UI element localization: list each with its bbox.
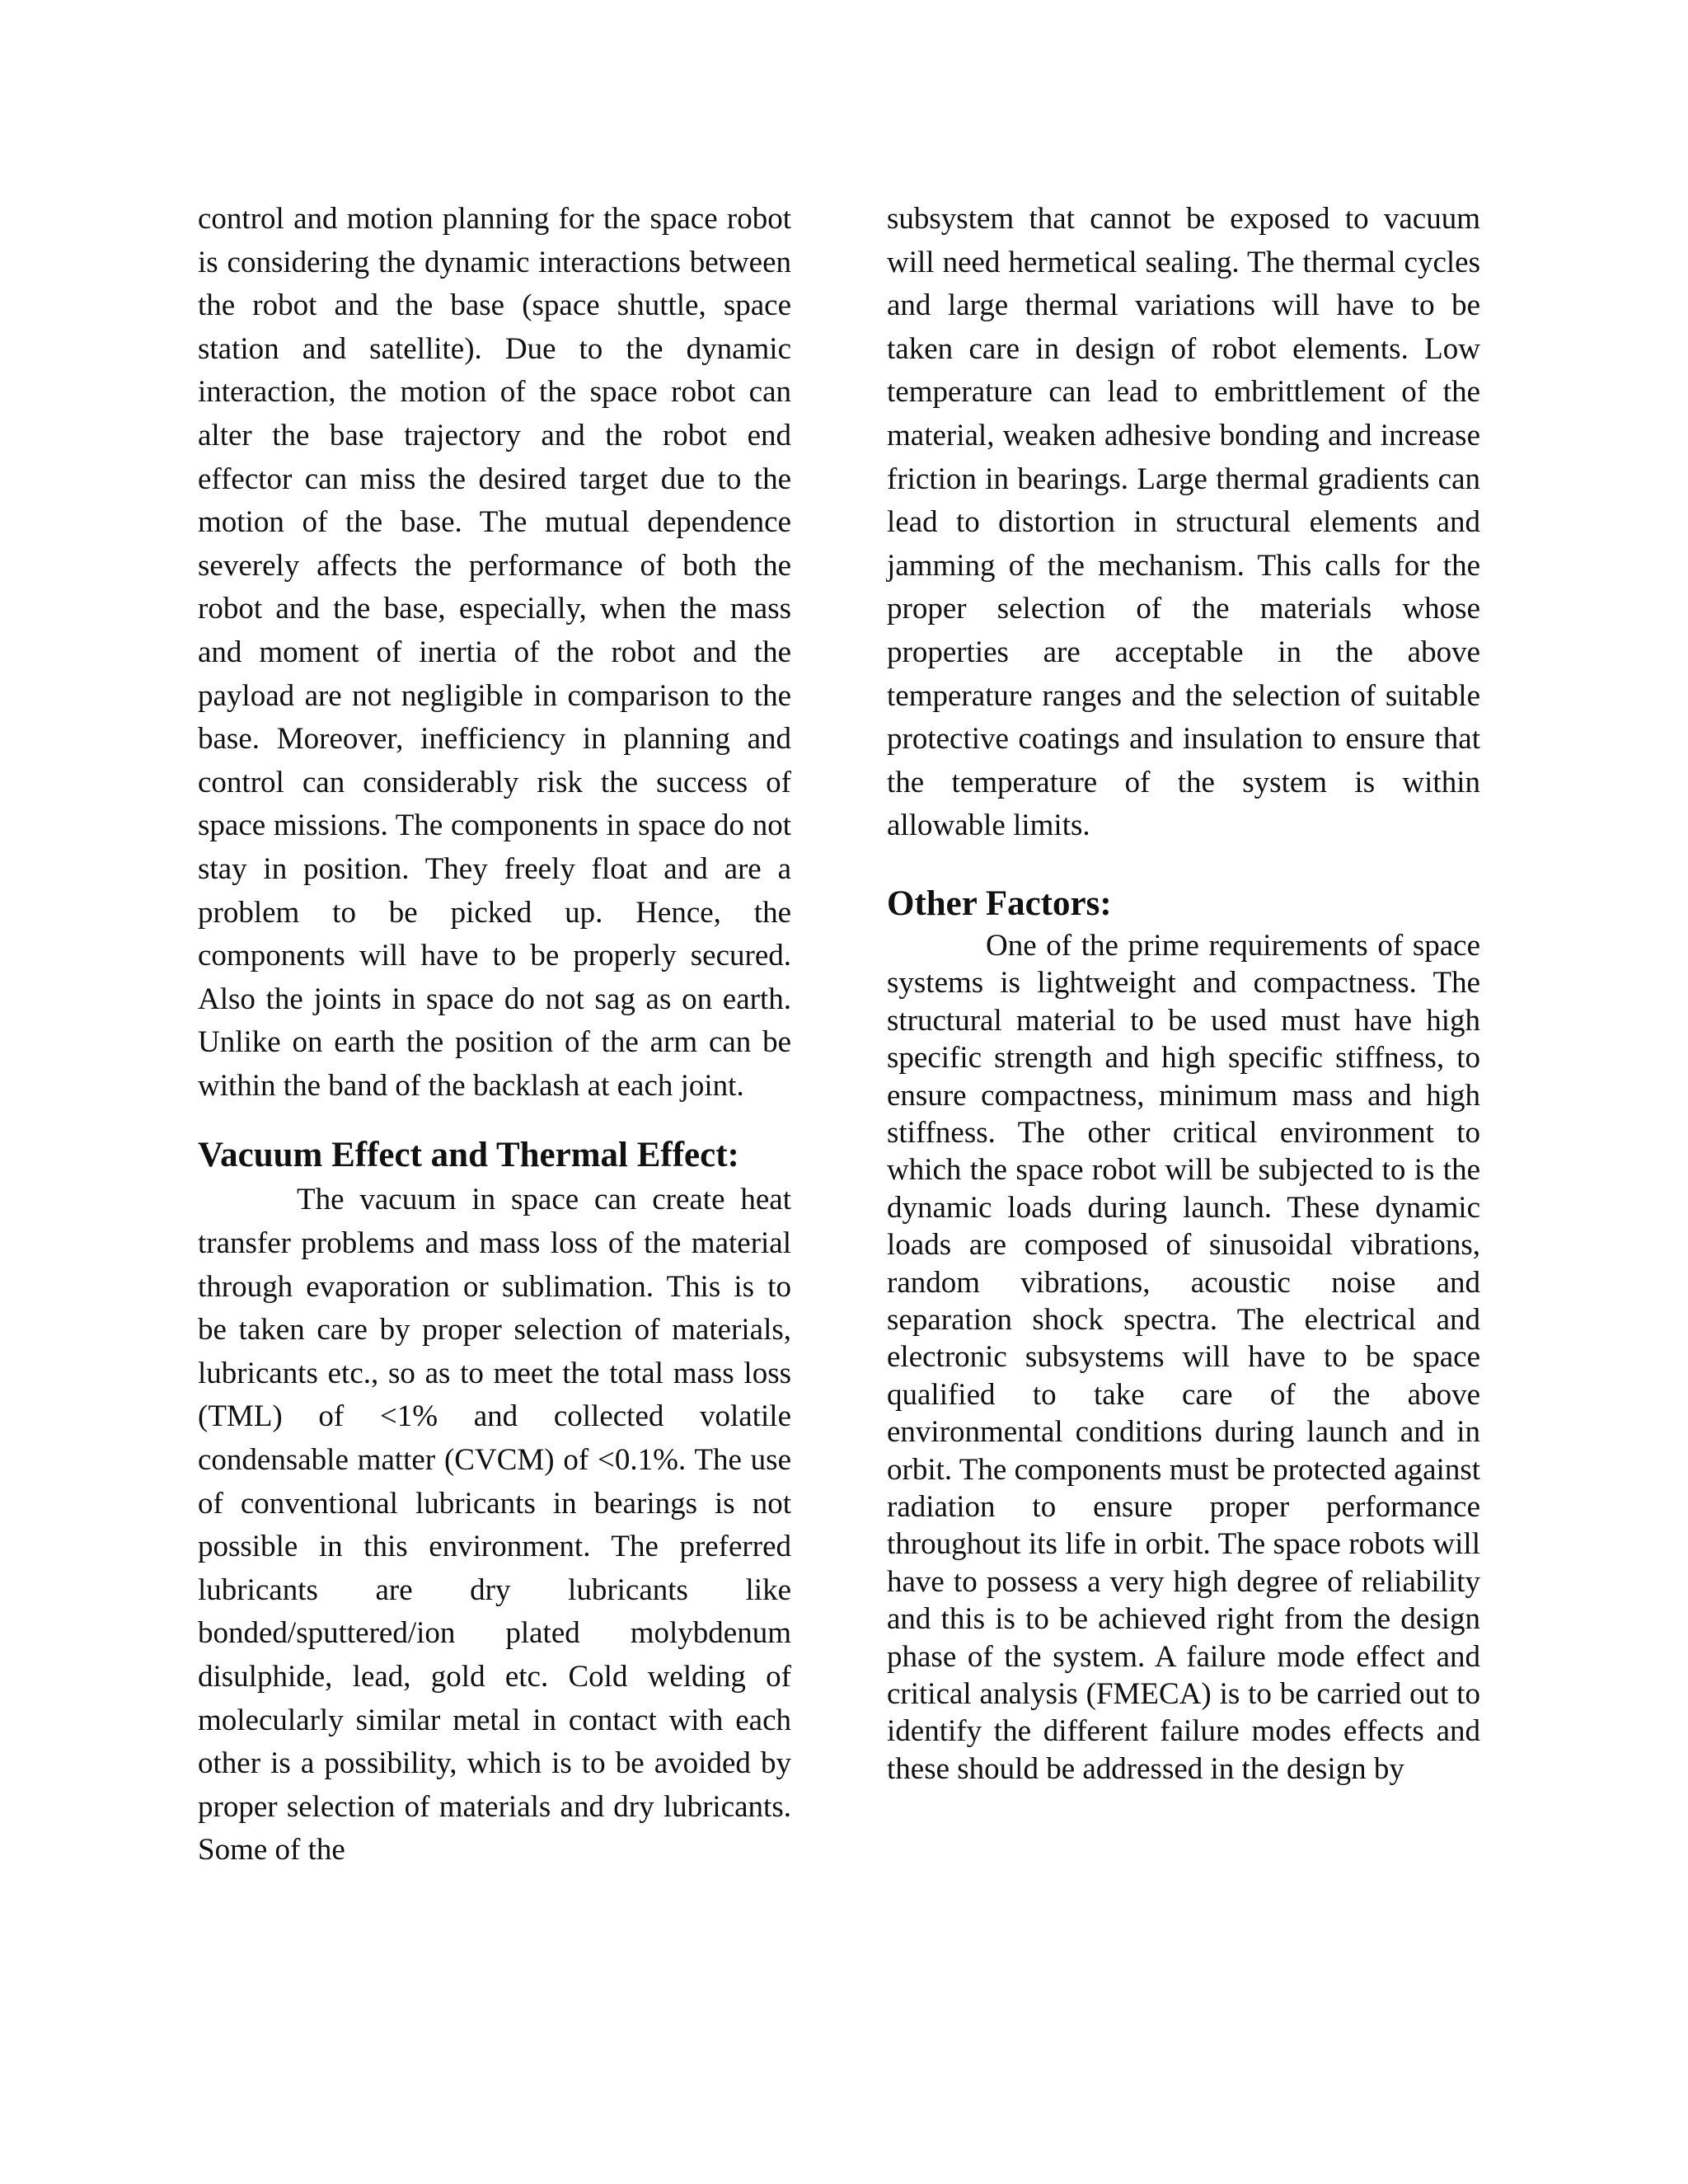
vacuum-thermal-heading: Vacuum Effect and Thermal Effect: [198,1136,739,1175]
other-factors-paragraph: One of the prime requirements of space systems is lightweight and compactness. The structural material to be used must have high specific strength and high specific stiffness, to ensure compactness, minimum mass and high stiffness. The other critical environment to which the space robot will be subjected to is the dynamic loads during launch. These dynamic loads are composed of sinusoidal vibrations, random vibrations, acoustic noise and separation shock spectra. The electrical and electronic subsystems will have to be space qualified to take care of the above environmental conditions during launch and in orbit. The components must be protected against radiation to ensure proper performance throughout its life in orbit. The space robots will have to possess a very high degree of reliability and this is to be achieved right from the design phase of the system. A failure mode effect and critical analysis (FMECA) is to be carried out to identify the different failure modes effects and these should be addressed in the design by [887,928,1480,1786]
right-column [887,198,1480,1788]
other-factors-heading: Other Factors: [887,883,1112,923]
left-continued-paragraph: control and motion planning for the space robot is considering the dynamic interactions between the robot and the base (space shuttle, space station and satellite). Due to the dynamic interaction, the motion of the space robot can alter the base trajectory and the robot end effector can miss the desired target due to the motion of the base. The mutual dependence severely affects the performance of both the robot and the base, especially, when the mass and moment of inertia of the robot and the payload are not negligible in comparison to the base. Moreover, inefficiency in planning and control can considerably risk the success of space missions. The components in space do not stay in position. They freely float and are a problem to be picked up. Hence, the components will have to be properly secured. Also the joints in space do not sag as on earth. Unlike on earth the position of the arm can be within the band of the backlash at each joint. [198,202,791,1103]
right-continued-paragraph: subsystem that cannot be exposed to vacuum will need hermetical sealing. The thermal cycles and large thermal variations will have to be taken care in design of robot elements. Low temperature can lead to embrittlement of the material, weaken adhesive bonding and increase friction in bearings. Large thermal gradients can lead to distortion in structural elements and jamming of the mechanism. This calls for the proper selection of the materials whose properties are acceptable in the above temperature ranges and the selection of suitable protective coatings and insulation to ensure that the temperature of the system is within allowable limits. [887,202,1480,843]
left-column [198,198,791,1872]
vacuum-thermal-paragraph: The vacuum in space can create heat transfer problems and mass loss of the material through evaporation or sublimation. This is to be taken care by proper selection of materials, lubricants etc., so as to meet the total mass loss (TML) of <1% and collected volatile condensable matter (CVCM) of <0.1%. The use of conventional lubricants in bearings is not possible in this environment. The preferred lubricants are dry lubricants like bonded/sputtered/ion plated molybdenum disulphide, lead, gold etc. Cold welding of molecularly similar metal in contact with each other is a possibility, which is to be avoided by proper selection of materials and dry lubricants. Some of the [198,1183,791,1868]
